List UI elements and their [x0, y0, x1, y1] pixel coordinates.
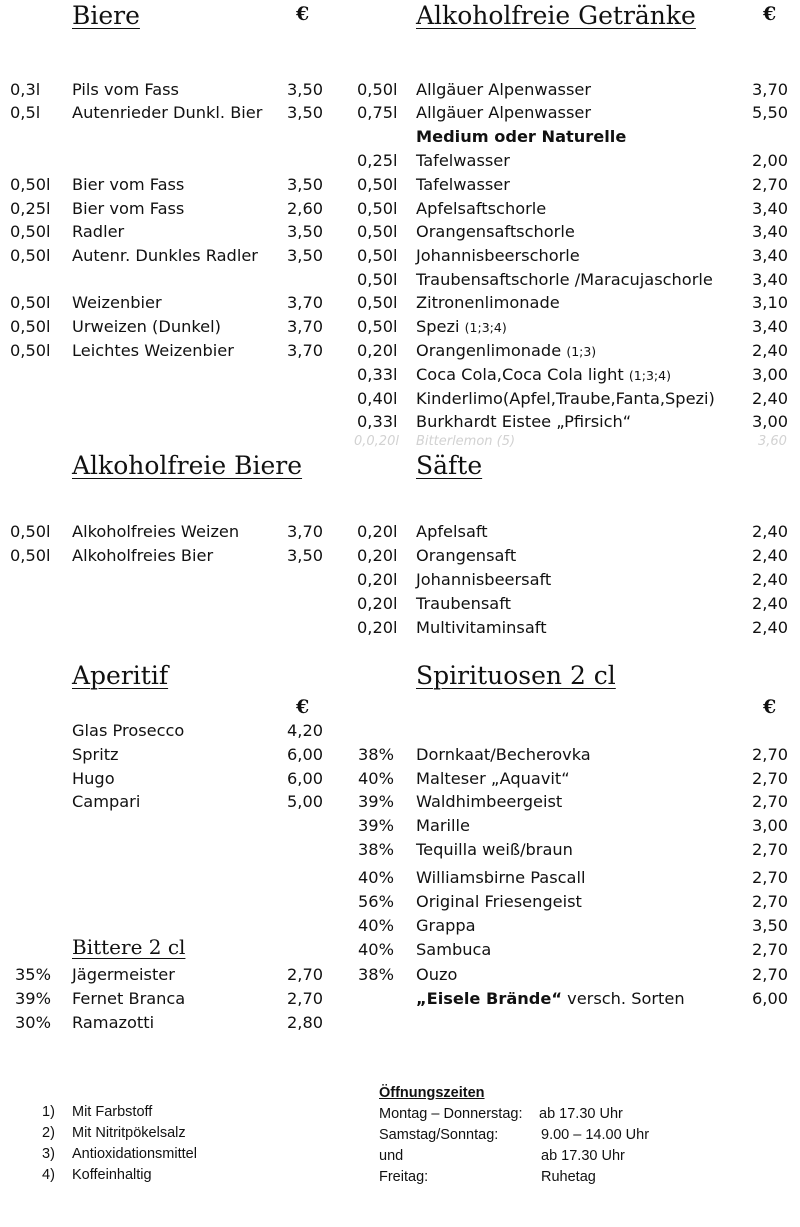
drink-vol: 0,50l	[357, 175, 398, 194]
beer-vol: 0,50l	[10, 175, 51, 194]
beer-name: Alkoholfreies Bier	[72, 546, 214, 565]
spirit-price: 3,00	[752, 816, 789, 835]
drink-price: 5,50	[752, 103, 789, 122]
drink-price: 3,40	[752, 317, 789, 336]
beer-currency: €	[296, 3, 310, 25]
bitter-pct: 35%	[15, 965, 51, 984]
bitter-price: 2,70	[287, 965, 324, 984]
drink-vol: 0,50l	[357, 317, 398, 336]
drink-name: Kinderlimo(Apfel,Traube,Fanta,Spezi)	[416, 389, 715, 408]
juice-name: Orangensaft	[416, 546, 517, 565]
drink-subheading: Medium oder Naturelle	[416, 127, 627, 146]
juices-heading: Säfte	[416, 451, 483, 480]
hours-label: Freitag:	[379, 1169, 429, 1185]
spirit-name: Grappa	[416, 916, 476, 935]
spirit-name: Marille	[416, 816, 470, 835]
spirit-name: Waldhimbeergeist	[416, 792, 563, 811]
aperitif-price: 5,00	[287, 792, 324, 811]
aperitif-currency: €	[296, 696, 310, 718]
drink-price: 3,40	[752, 246, 789, 265]
drink-vol: 0,75l	[357, 103, 398, 122]
footnote-number: 3)	[42, 1146, 55, 1162]
spirit-pct: 38%	[358, 745, 394, 764]
juice-name: Traubensaft	[416, 594, 511, 613]
spirit-price: 2,70	[752, 840, 789, 859]
nonalc-beer-heading: Alkoholfreie Biere	[72, 451, 303, 480]
footnote-text: Mit Nitritpökelsalz	[72, 1125, 186, 1141]
aperitif-name: Glas Prosecco	[72, 721, 185, 740]
juice-vol: 0,20l	[357, 546, 398, 565]
aperitif-price: 4,20	[287, 721, 324, 740]
bitter-name: Ramazotti	[72, 1013, 155, 1032]
drink-price: 2,40	[752, 341, 789, 360]
spirit-price: 6,00	[752, 989, 789, 1008]
aperitif-price: 6,00	[287, 769, 324, 788]
beer-price: 3,50	[287, 546, 324, 565]
drink-name: Allgäuer Alpenwasser	[416, 80, 591, 99]
drink-name-text: Orangenlimonade	[416, 341, 562, 360]
beer-price: 3,70	[287, 522, 324, 541]
softdrinks-currency: €	[763, 3, 777, 25]
beer-name: Autenrieder Dunkl. Bier	[72, 103, 263, 122]
bitter-name: Fernet Branca	[72, 989, 186, 1008]
drink-price: 3,40	[752, 270, 789, 289]
drink-price: 2,40	[752, 389, 789, 408]
footnote-text: Mit Farbstoff	[72, 1104, 153, 1120]
beer-name: Pils vom Fass	[72, 80, 179, 99]
bitter-price: 2,70	[287, 989, 324, 1008]
beer-vol: 0,3l	[10, 80, 41, 99]
bitter-name: Jägermeister	[72, 965, 175, 984]
footnote-number: 2)	[42, 1125, 55, 1141]
hours-label: Samstag/Sonntag:	[379, 1127, 499, 1143]
spirit-pct: 39%	[358, 792, 394, 811]
spirit-special-brand: „Eisele Brände“	[416, 989, 562, 1008]
spirit-price: 2,70	[752, 940, 789, 959]
beer-vol: 0,50l	[10, 293, 51, 312]
bitters-heading: Bittere 2 cl	[72, 935, 186, 959]
juice-name: Johannisbeersaft	[416, 570, 552, 589]
drink-name: Tafelwasser	[416, 175, 510, 194]
juice-price: 2,40	[752, 546, 789, 565]
spirit-name: Sambuca	[416, 940, 492, 959]
hours-label: Montag – Donnerstag:	[379, 1106, 523, 1122]
spirit-pct: 40%	[358, 868, 394, 887]
beer-price: 3,70	[287, 293, 324, 312]
beer-name: Leichtes Weizenbier	[72, 341, 234, 360]
drink-vol: 0,50l	[357, 80, 398, 99]
beer-vol: 0,50l	[10, 246, 51, 265]
drink-price: 3,40	[752, 199, 789, 218]
drink-name: Orangensaftschorle	[416, 222, 575, 241]
juice-price: 2,40	[752, 570, 789, 589]
struck-drink-name: Bitterlemon (5)	[416, 434, 516, 449]
footnote-number: 4)	[42, 1167, 55, 1183]
spirit-pct: 40%	[358, 940, 394, 959]
drink-vol: 0,40l	[357, 389, 398, 408]
spirit-name: Original Friesengeist	[416, 892, 582, 911]
bitter-pct: 39%	[15, 989, 51, 1008]
spirit-pct: 40%	[358, 769, 394, 788]
aperitif-name: Campari	[72, 792, 141, 811]
drink-vol: 0,50l	[357, 293, 398, 312]
juice-name: Apfelsaft	[416, 522, 488, 541]
footnote-text: Koffeinhaltig	[72, 1167, 152, 1183]
drink-vol: 0,20l	[357, 341, 398, 360]
drink-name: Zitronenlimonade	[416, 293, 560, 312]
drink-note: (1;3)	[566, 344, 597, 359]
spirit-special-desc: versch. Sorten	[562, 989, 685, 1008]
beer-name: Bier vom Fass	[72, 199, 185, 218]
bitter-pct: 30%	[15, 1013, 51, 1032]
drink-vol: 0,33l	[357, 412, 398, 431]
drink-note: (1;3;4)	[464, 320, 507, 335]
drink-vol: 0,50l	[357, 270, 398, 289]
aperitif-heading: Aperitif	[72, 661, 169, 690]
footnote-text: Antioxidationsmittel	[72, 1146, 197, 1162]
footnote-number: 1)	[42, 1104, 55, 1120]
drink-note: (1;3;4)	[628, 368, 671, 383]
drink-name	[416, 317, 507, 338]
spirit-price: 2,70	[752, 965, 789, 984]
drink-vol: 0,50l	[357, 246, 398, 265]
softdrinks-heading: Alkoholfreie Getränke	[416, 1, 696, 30]
drink-price: 2,70	[752, 175, 789, 194]
beer-name: Autenr. Dunkles Radler	[72, 246, 258, 265]
aperitif-price: 6,00	[287, 745, 324, 764]
spirit-name: Ouzo	[416, 965, 458, 984]
spirit-name: Tequilla weiß/braun	[416, 840, 573, 859]
beer-name: Radler	[72, 222, 125, 241]
spirit-pct: 38%	[358, 840, 394, 859]
spirit-pct: 40%	[358, 916, 394, 935]
juice-vol: 0,20l	[357, 522, 398, 541]
beer-price: 3,70	[287, 341, 324, 360]
beer-price: 3,50	[287, 103, 324, 122]
beer-price: 3,50	[287, 175, 324, 194]
juice-vol: 0,20l	[357, 618, 398, 637]
beer-vol: 0,50l	[10, 522, 51, 541]
drink-name-text: Spezi	[416, 317, 460, 336]
spirit-pct: 56%	[358, 892, 394, 911]
drink-name: Traubensaftschorle /Maracujaschorle	[416, 270, 713, 289]
drink-vol: 0,33l	[357, 365, 398, 384]
juice-price: 2,40	[752, 522, 789, 541]
drink-vol: 0,50l	[357, 199, 398, 218]
juice-price: 2,40	[752, 618, 789, 637]
beer-vol: 0,25l	[10, 199, 51, 218]
spirit-name: Williamsbirne Pascall	[416, 868, 586, 887]
juice-name: Multivitaminsaft	[416, 618, 547, 637]
spirit-price: 2,70	[752, 792, 789, 811]
beer-vol: 0,5l	[10, 103, 41, 122]
spirit-price: 2,70	[752, 769, 789, 788]
hours-value: 9.00 – 14.00 Uhr	[541, 1127, 650, 1143]
drink-name	[416, 365, 671, 386]
beer-name: Bier vom Fass	[72, 175, 185, 194]
struck-drink-vol: 0,0,20l	[354, 434, 399, 449]
aperitif-name: Hugo	[72, 769, 115, 788]
drink-name: Johannisbeerschorle	[416, 246, 580, 265]
bitter-price: 2,80	[287, 1013, 324, 1032]
drink-price: 3,40	[752, 222, 789, 241]
beer-price: 3,50	[287, 222, 324, 241]
drink-price: 2,00	[752, 151, 789, 170]
spirit-name: Dornkaat/Becherovka	[416, 745, 591, 764]
drink-price: 3,00	[752, 412, 789, 431]
juice-vol: 0,20l	[357, 570, 398, 589]
drink-vol: 0,50l	[357, 222, 398, 241]
drink-name: Apfelsaftschorle	[416, 199, 547, 218]
beer-name: Weizenbier	[72, 293, 162, 312]
beer-price: 2,60	[287, 199, 324, 218]
drink-price: 3,00	[752, 365, 789, 384]
beer-name: Urweizen (Dunkel)	[72, 317, 221, 336]
spirit-price: 3,50	[752, 916, 789, 935]
spirit-name: Malteser „Aquavit“	[416, 769, 570, 788]
beer-price: 3,50	[287, 246, 324, 265]
juice-vol: 0,20l	[357, 594, 398, 613]
spirit-price: 2,70	[752, 868, 789, 887]
spirit-pct: 39%	[358, 816, 394, 835]
opening-hours-title: Öffnungszeiten	[379, 1085, 485, 1101]
juice-price: 2,40	[752, 594, 789, 613]
drink-name: Allgäuer Alpenwasser	[416, 103, 591, 122]
drink-vol: 0,25l	[357, 151, 398, 170]
hours-value: ab 17.30 Uhr	[539, 1106, 623, 1122]
hours-value: Ruhetag	[541, 1169, 596, 1185]
spirit-price: 2,70	[752, 745, 789, 764]
beer-heading: Biere	[72, 1, 140, 30]
drink-price: 3,70	[752, 80, 789, 99]
drink-name: Tafelwasser	[416, 151, 510, 170]
beer-price: 3,50	[287, 80, 324, 99]
beer-name: Alkoholfreies Weizen	[72, 522, 240, 541]
hours-value: ab 17.30 Uhr	[541, 1148, 625, 1164]
drink-name-text: Coca Cola,Coca Cola light	[416, 365, 624, 384]
drink-name	[416, 341, 596, 362]
beer-vol: 0,50l	[10, 222, 51, 241]
drink-name: Burkhardt Eistee „Pfirsich“	[416, 412, 632, 431]
hours-label: und	[379, 1148, 404, 1164]
spirits-heading: Spirituosen 2 cl	[416, 661, 616, 690]
drink-price: 3,10	[752, 293, 789, 312]
spirit-price: 2,70	[752, 892, 789, 911]
spirits-currency: €	[763, 696, 777, 718]
struck-drink-price: 3,60	[758, 434, 787, 449]
beer-vol: 0,50l	[10, 341, 51, 360]
spirit-special-name	[416, 989, 685, 1009]
beer-price: 3,70	[287, 317, 324, 336]
beer-vol: 0,50l	[10, 546, 51, 565]
beer-vol: 0,50l	[10, 317, 51, 336]
aperitif-name: Spritz	[72, 745, 119, 764]
spirit-pct: 38%	[358, 965, 394, 984]
